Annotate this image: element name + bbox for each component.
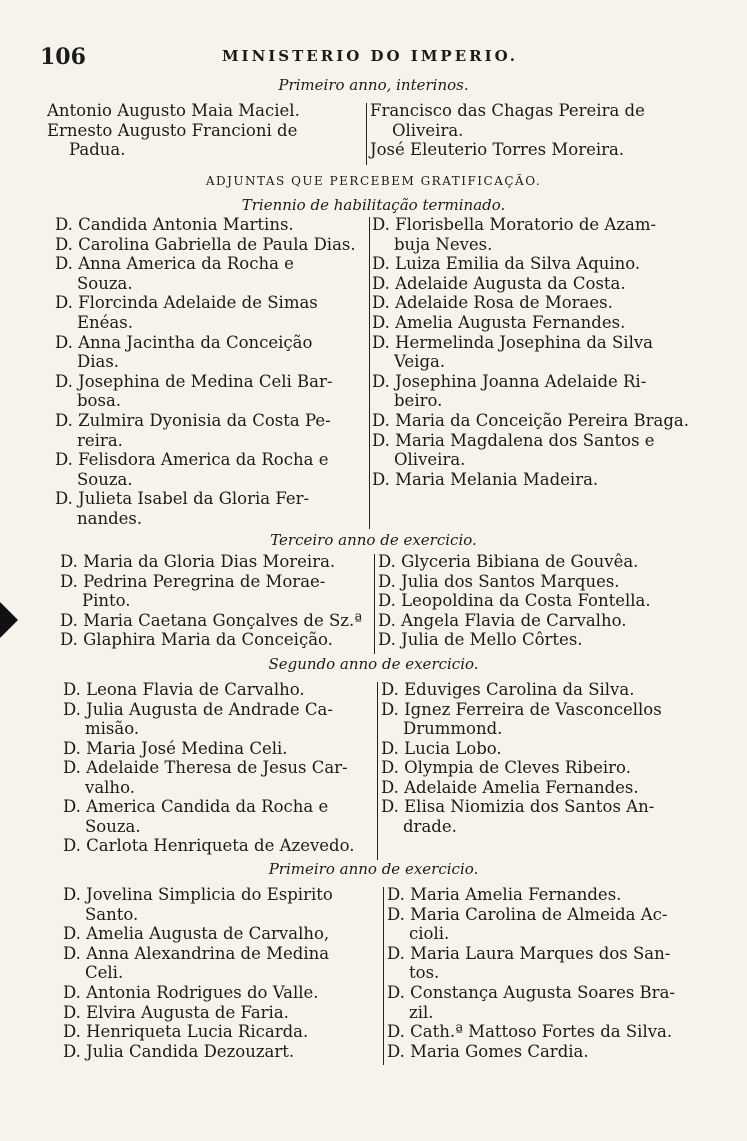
name-entry: D. Elisa Niomizia dos Santos An- xyxy=(381,797,655,816)
name-entry: D. Carolina Gabriella de Paula Dias. xyxy=(55,234,356,254)
name-entry: D. Adelaide Amelia Fernandes. xyxy=(381,777,639,797)
name-entry: D. Leopoldina da Costa Fontella. xyxy=(378,591,651,610)
name-entry: D. Florcinda Adelaide de Simas xyxy=(55,293,318,313)
section-title-interinos: Primeiro anno, interinos. xyxy=(278,76,469,94)
section-title-triennio: Triennio de habilitação terminado. xyxy=(241,196,506,214)
name-entry-continuation: Santo. xyxy=(85,904,139,924)
name-entry-continuation: bosa. xyxy=(77,391,122,411)
name-entry-continuation: Padua. xyxy=(69,140,126,159)
name-entry: Francisco das Chagas Pereira de xyxy=(370,101,645,120)
name-entry: D. Adelaide Augusta da Costa. xyxy=(372,273,626,293)
name-entry-continuation: Souza. xyxy=(85,816,141,836)
name-entry-continuation: valho. xyxy=(85,777,135,797)
name-entry: D. Elvira Augusta de Faria. xyxy=(63,1002,289,1022)
running-head: MINISTERIO DO IMPERIO. xyxy=(221,47,519,65)
name-entry-continuation: Dias. xyxy=(77,352,120,372)
name-entry-continuation: zil. xyxy=(409,1002,434,1022)
name-entry-continuation: Pinto. xyxy=(82,591,131,610)
column-divider xyxy=(383,887,384,1065)
name-entry: D. Anna Jacintha da Conceição xyxy=(55,332,313,352)
name-entry: D. Maria José Medina Celi. xyxy=(63,738,288,758)
name-entry: D. Maria da Conceição Pereira Braga. xyxy=(372,411,689,430)
column-divider xyxy=(366,103,367,165)
name-entry-continuation: Souza. xyxy=(77,469,133,489)
name-entry: D. Maria Gomes Cardia. xyxy=(387,1041,589,1061)
name-entry: D. Maria da Gloria Dias Moreira. xyxy=(60,552,336,571)
name-entry: D. Anna Alexandrina de Medina xyxy=(63,943,330,963)
name-entry-continuation: Enéas. xyxy=(77,313,133,332)
name-entry: D. Julia Candida Dezouzart. xyxy=(63,1041,295,1061)
name-entry: D. Antonia Rodrigues do Valle. xyxy=(63,983,319,1002)
name-entry: D. Henriqueta Lucia Ricarda. xyxy=(63,1022,309,1042)
name-entry: D. Zulmira Dyonisia da Costa Pe- xyxy=(55,411,331,430)
name-entry: D. Carlota Henriqueta de Azevedo. xyxy=(63,836,355,855)
name-entry: D. Cath.ª Mattoso Fortes da Silva. xyxy=(387,1022,673,1042)
name-entry: D. Maria Caetana Gonçalves de Sz.ª xyxy=(60,610,363,630)
column-divider xyxy=(377,682,378,860)
name-entry: Ernesto Augusto Francioni de xyxy=(47,120,298,140)
name-entry: D. Glyceria Bibiana de Gouvêa. xyxy=(378,552,639,571)
name-entry: D. Maria Carolina de Almeida Ac- xyxy=(387,904,668,924)
name-entry: D. Florisbella Moratorio de Azam- xyxy=(372,215,657,234)
section-title-primeiro: Primeiro anno de exercicio. xyxy=(268,860,479,878)
name-entry-continuation: drade. xyxy=(403,816,457,836)
column-divider xyxy=(374,554,375,654)
name-entry: D. Julia dos Santos Marques. xyxy=(378,571,620,591)
section-title-adjuntas: ADJUNTAS QUE PERCEBEM GRATIFICAÇÃO. xyxy=(205,174,542,188)
page-number: 106 xyxy=(40,44,86,70)
name-entry: D. Amelia Augusta de Carvalho, xyxy=(63,924,330,944)
name-entry: D. Josephina de Medina Celi Bar- xyxy=(55,371,333,391)
name-entry: D. Adelaide Rosa de Moraes. xyxy=(372,293,613,313)
name-entry: D. Constança Augusta Soares Bra- xyxy=(387,983,675,1002)
name-entry-continuation: reira. xyxy=(77,430,123,450)
name-entry: D. Angela Flavia de Carvalho. xyxy=(378,610,627,630)
page-header xyxy=(40,44,700,70)
name-entry: D. Maria Magdalena dos Santos e xyxy=(372,430,655,450)
column-divider xyxy=(369,217,370,529)
name-entry-continuation: Souza. xyxy=(77,273,133,293)
name-entry: D. Maria Melania Madeira. xyxy=(372,469,599,489)
name-entry: D. Leona Flavia de Carvalho. xyxy=(63,680,305,699)
name-entry: D. Olympia de Cleves Ribeiro. xyxy=(381,758,631,777)
section-title-segundo: Segundo anno de exercicio. xyxy=(268,655,479,673)
name-entry: José Eleuterio Torres Moreira. xyxy=(370,140,625,159)
name-entry: D. Hermelinda Josephina da Silva xyxy=(372,332,654,352)
name-entry: D. Glaphira Maria da Conceição. xyxy=(60,630,333,649)
name-entry-continuation: cioli. xyxy=(409,924,450,944)
margin-marker-triangle xyxy=(0,602,18,638)
name-entry-continuation: beiro. xyxy=(394,391,443,411)
name-entry: D. Candida Antonia Martins. xyxy=(55,215,294,234)
name-entry: D. Julieta Isabel da Gloria Fer- xyxy=(55,489,310,509)
name-entry-continuation: buja Neves. xyxy=(394,234,493,254)
name-entry-continuation: Oliveira. xyxy=(394,450,466,470)
name-entry: D. Maria Laura Marques dos San- xyxy=(387,943,671,963)
name-entry-continuation: Drummond. xyxy=(403,719,503,738)
name-entry: D. Felisdora America da Rocha e xyxy=(55,450,329,470)
name-entry: D. Josephina Joanna Adelaide Ri- xyxy=(372,371,647,391)
name-entry: D. America Candida da Rocha e xyxy=(63,797,329,816)
name-entry: D. Maria Amelia Fernandes. xyxy=(387,885,622,904)
name-entry: D. Jovelina Simplicia do Espirito xyxy=(63,885,333,904)
section-title-terceiro: Terceiro anno de exercicio. xyxy=(270,531,477,549)
name-entry: D. Ignez Ferreira de Vasconcellos xyxy=(381,699,662,719)
name-entry: Antonio Augusto Maia Maciel. xyxy=(47,101,300,120)
name-entry: D. Julia Augusta de Andrade Ca- xyxy=(63,699,333,719)
name-entry: D. Amelia Augusta Fernandes. xyxy=(372,313,626,332)
name-entry-continuation: Celi. xyxy=(85,963,124,983)
name-entry-continuation: nandes. xyxy=(77,509,143,528)
name-entry: D. Luiza Emilia da Silva Aquino. xyxy=(372,254,641,274)
name-entry: D. Anna America da Rocha e xyxy=(55,254,294,274)
name-entry: D. Julia de Mello Côrtes. xyxy=(378,630,583,649)
name-entry: D. Eduviges Carolina da Silva. xyxy=(381,680,635,699)
name-entry-continuation: misão. xyxy=(85,719,140,738)
name-entry: D. Lucia Lobo. xyxy=(381,738,502,758)
name-entry: D. Adelaide Theresa de Jesus Car- xyxy=(63,758,348,777)
name-entry-continuation: tos. xyxy=(409,963,440,983)
name-entry-continuation: Oliveira. xyxy=(392,120,464,140)
name-entry: D. Pedrina Peregrina de Morae- xyxy=(60,571,326,591)
name-entry-continuation: Veiga. xyxy=(394,352,446,372)
